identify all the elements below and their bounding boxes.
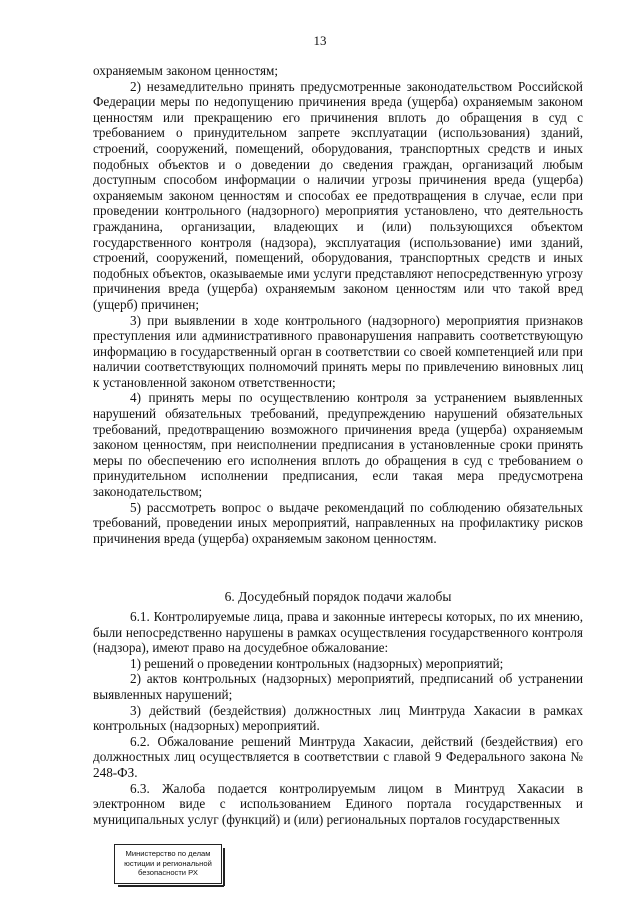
paragraph: 6.2. Обжалование решений Минтруда Хакасии, действий (бездействия) его должностных лиц осуществляется в соответствии с главой 9 Федерального закона № 248-ФЗ.	[93, 733, 583, 780]
paragraph: 3) при выявлении в ходе контрольного (надзорного) мероприятия признаков преступления или административного правонарушения направить соответствующую информацию в государственный орган в соответствии со своей компетенцией или при наличии соответствующих полномочий принять меры по привлечению виновных лиц к установленной законом ответственности;	[93, 312, 583, 390]
paragraph: 2) актов контрольных (надзорных) мероприятий, предписаний об устранении выявленных нарушений;	[93, 671, 583, 702]
paragraph: 5) рассмотреть вопрос о выдаче рекомендаций по соблюдению обязательных требований, проведении иных мероприятий, направленных на профилактику рисков причинения вреда (ущерба) охраняемым законом ценностям.	[93, 499, 583, 546]
stamp-line: Министерство по делам	[125, 849, 211, 858]
section-body-text	[93, 609, 583, 827]
section-heading: 6. Досудебный порядок подачи жалобы	[224, 589, 452, 604]
paragraph: 2) незамедлительно принять предусмотренные законодательством Российской Федерации меры по недопущению причинения вреда (ущерба) охраняемым законом ценностям или прекращению его причинения вплоть до обращения в суд с требованием о принудительном запрете эксплуатации (использования) зданий, строений, сооружений, помещений, оборудования, транспортных средств и иных подобных объектов и о доведении до сведения граждан, организаций любым доступным способом информации о наличии угрозы причинения вреда (ущерба) охраняемым законом ценностям и способах ее предотвращения в случае, если при проведении контрольного (надзорного) мероприятия установлено, что деятельность гражданина, организации, владеющих и (или) пользующихся объектом государственного контроля (надзора), эксплуатация (использование) ими зданий, строений, сооружений, помещений, оборудования, транспортных средств и иных подобных объектов, оказываемые ими услуги представляют непосредственную угрозу причинения вреда (ущерба) охраняемым законом ценностям или что такой вред (ущерб) причинен;	[93, 78, 583, 312]
ministry-stamp	[114, 844, 222, 884]
page-number: 13	[313, 33, 327, 48]
paragraph: 3) действий (бездействия) должностных лиц Минтруда Хакасии в рамках контрольных (надзорных) мероприятий.	[93, 702, 583, 734]
paragraph: 6.3. Жалоба подается контролируемым лицом в Минтруд Хакасии в электронном виде с использованием Единого портала государственных и муниципальных услуг (функций) и (или) региональных порталов государственных	[93, 780, 583, 827]
paragraph: 1) решений о проведении контрольных (надзорных) мероприятий;	[130, 655, 504, 671]
paragraph: охраняемым законом ценностям;	[93, 63, 279, 78]
paragraph: 6.1. Контролируемые лица, права и законные интересы которых, по их мнению, были непосредственно нарушены в рамках осуществления государственного контроля (надзора), имеют право на досудебное обжалование:	[93, 609, 583, 656]
stamp-line: юстиции и региональной	[124, 858, 212, 868]
paragraph: 4) принять меры по осуществлению контроля за устранением выявленных нарушений обязательных требований, предупреждению нарушений обязательных требований, предотвращению возможного причинения вреда (ущерба) охраняемым законом ценностям, при неисполнении предписания в установленные сроки принять меры по обеспечению его исполнения вплоть до обращения в суд с требованием о принудительном исполнении предписания, если такая мера предусмотрена законодательством;	[93, 390, 583, 500]
stamp-line: безопасности РХ	[138, 868, 198, 878]
body-text	[93, 63, 583, 546]
